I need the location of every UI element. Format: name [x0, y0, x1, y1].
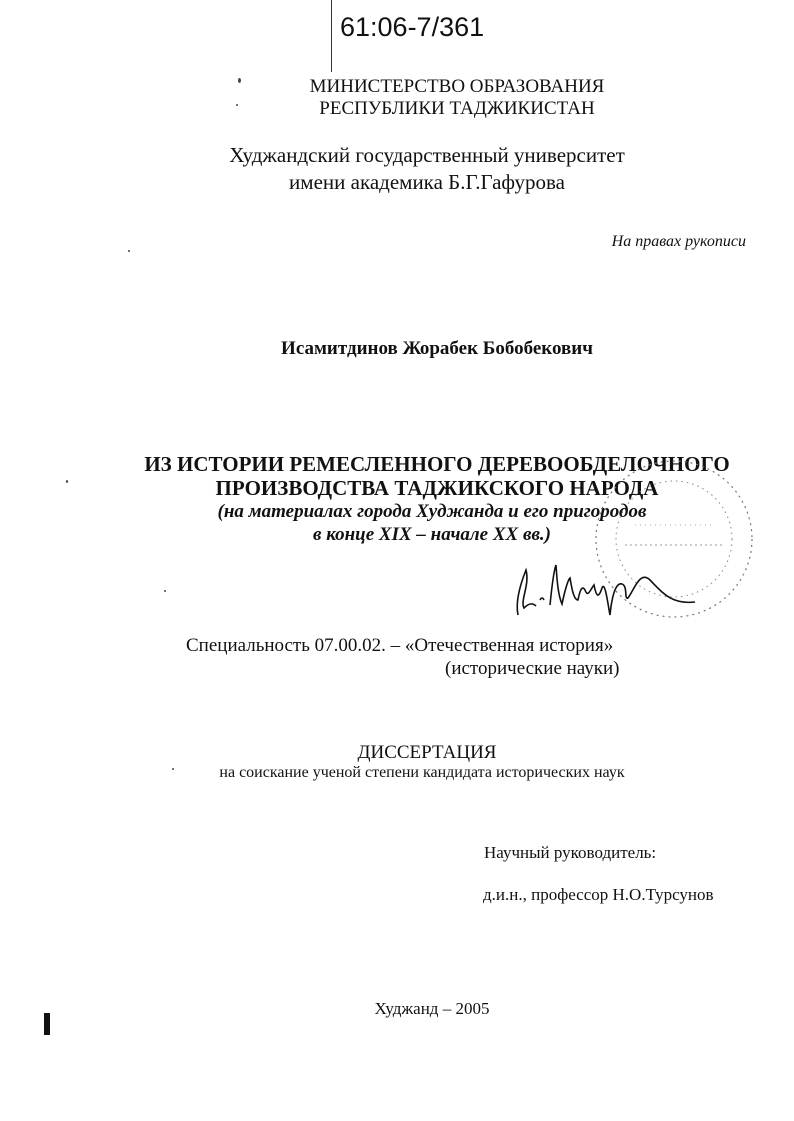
rights-note: На правах рукописи [611, 233, 746, 250]
ministry-line-2: РЕСПУБЛИКИ ТАДЖИКИСТАН [319, 98, 595, 119]
scan-speck [128, 250, 130, 252]
supervisor-label: Научный руководитель: [484, 843, 657, 862]
archive-number: 61:06-7/361 [340, 12, 485, 42]
specialty-field: (исторические науки) [445, 658, 620, 679]
title-line-2: ПРОИЗВОДСТВА ТАДЖИКСКОГО НАРОДА [215, 476, 659, 500]
subtitle-line-1: (на материалах города Худжанда и его пригородов [217, 501, 647, 522]
title-line-1: ИЗ ИСТОРИИ РЕМЕСЛЕННОГО ДЕРЕВООБДЕЛОЧНОГО [144, 452, 730, 476]
scan-speck [236, 104, 238, 106]
margin-line [331, 0, 332, 72]
specialty-line: Специальность 07.00.02. – «Отечественная история» [186, 635, 614, 656]
university-heading [30, 142, 794, 196]
university-line-1: Худжандский государственный университет [229, 143, 625, 167]
city-year: Худжанд – 2005 [374, 999, 490, 1018]
university-line-2: имени академика Б.Г.Гафурова [289, 170, 565, 194]
ministry-heading [60, 76, 794, 120]
scan-speck [164, 590, 166, 592]
subtitle-line-2: в конце XIX – начале XX вв.) [312, 524, 552, 545]
author-name: Исамитдинов Жорабек Бобобекович [281, 338, 593, 359]
scan-speck [172, 768, 174, 770]
scan-speck [238, 78, 241, 83]
supervisor-name: д.и.н., профессор Н.О.Турсунов [483, 885, 714, 904]
signature-icon [510, 560, 710, 620]
ministry-line-1: МИНИСТЕРСТВО ОБРАЗОВАНИЯ [309, 76, 605, 97]
scan-mark [44, 1013, 50, 1035]
dissertation-heading: ДИССЕРТАЦИЯ [357, 742, 497, 763]
dissertation-purpose: на соискание ученой степени кандидата исторических наук [219, 764, 625, 781]
scan-speck [66, 480, 68, 483]
